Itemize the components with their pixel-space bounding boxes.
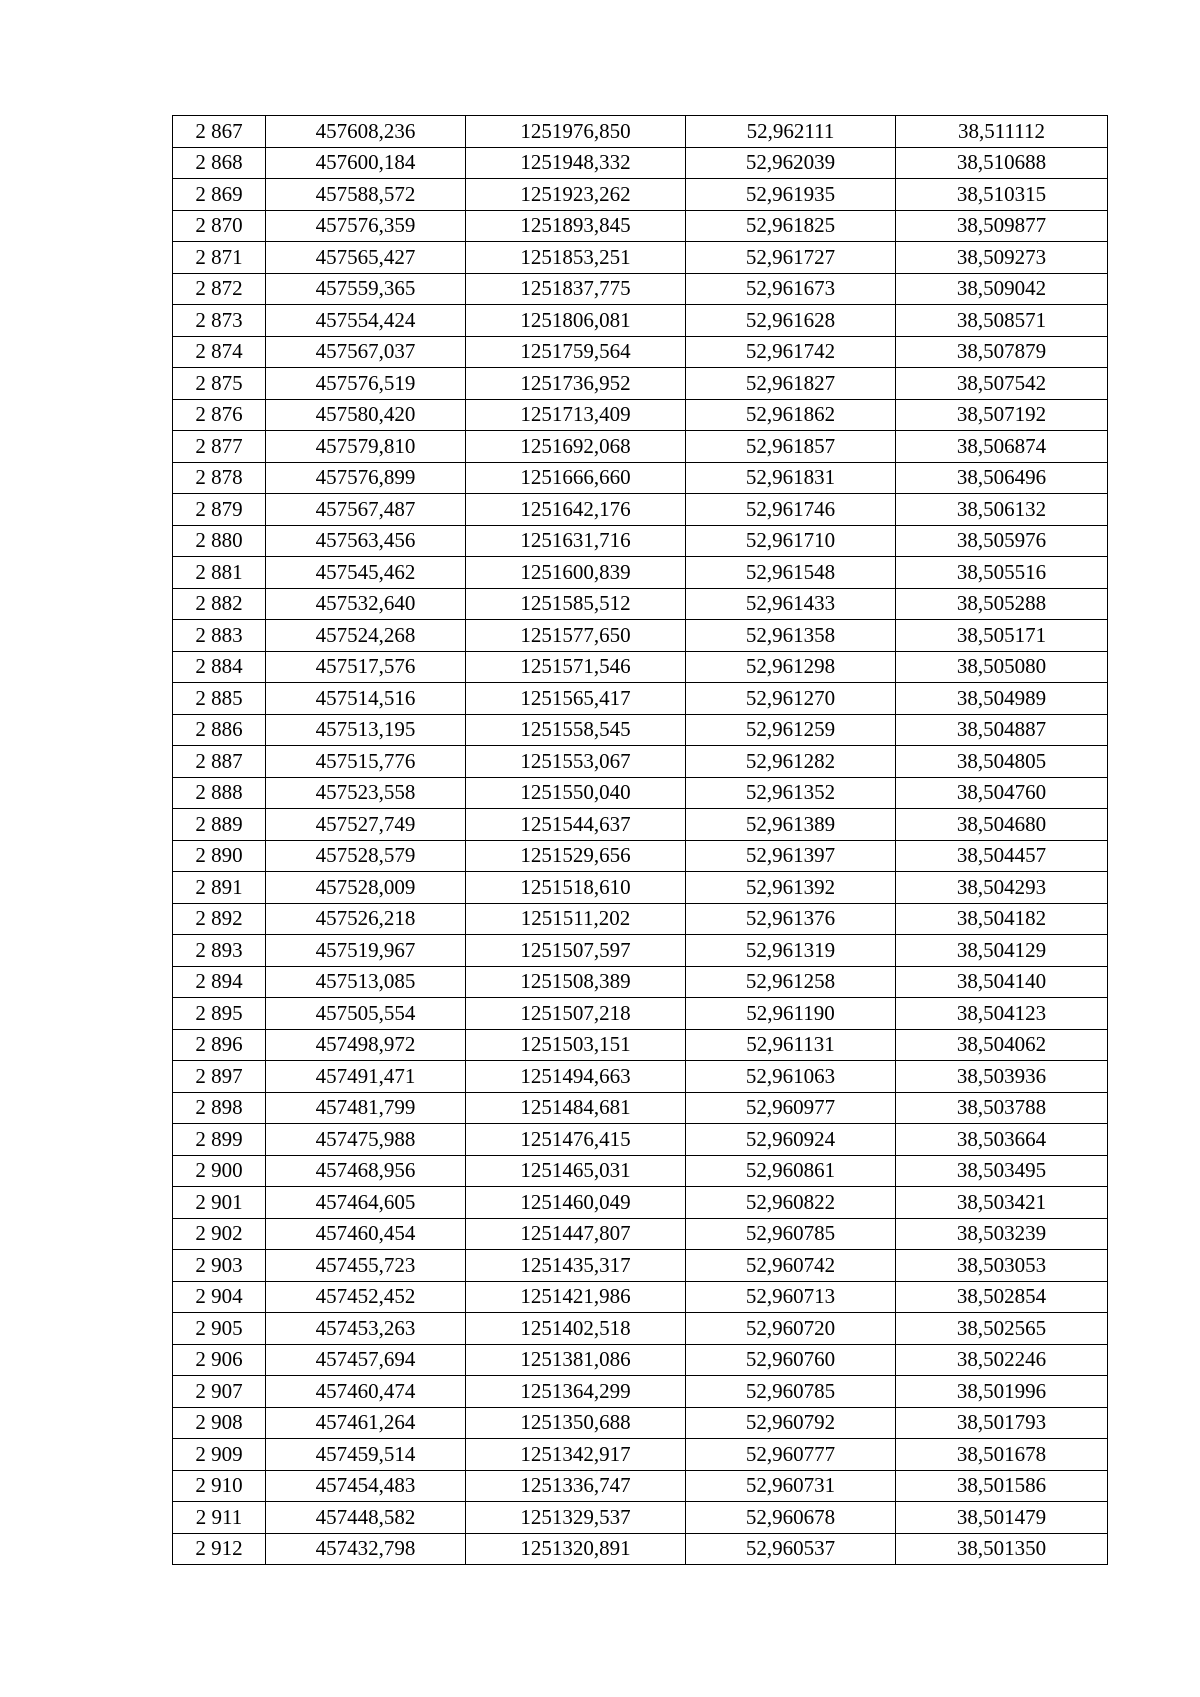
- latitude-cell: 52,961298: [686, 651, 896, 683]
- y-coordinate-cell: 1251476,415: [466, 1124, 686, 1156]
- x-coordinate-cell: 457580,420: [266, 399, 466, 431]
- y-coordinate-cell: 1251713,409: [466, 399, 686, 431]
- point-number-cell: 2 867: [173, 116, 266, 148]
- longitude-cell: 38,505516: [896, 557, 1108, 589]
- table-row: [173, 588, 1108, 620]
- latitude-cell: 52,961827: [686, 368, 896, 400]
- y-coordinate-cell: 1251692,068: [466, 431, 686, 463]
- table-row: [173, 1218, 1108, 1250]
- x-coordinate-cell: 457608,236: [266, 116, 466, 148]
- table-row: [173, 242, 1108, 274]
- x-coordinate-cell: 457526,218: [266, 903, 466, 935]
- longitude-cell: 38,502854: [896, 1281, 1108, 1313]
- table-row: [173, 620, 1108, 652]
- x-coordinate-cell: 457588,572: [266, 179, 466, 211]
- point-number-cell: 2 897: [173, 1061, 266, 1093]
- longitude-cell: 38,509273: [896, 242, 1108, 274]
- table-row: [173, 525, 1108, 557]
- latitude-cell: 52,960785: [686, 1376, 896, 1408]
- x-coordinate-cell: 457460,474: [266, 1376, 466, 1408]
- table-row: [173, 1281, 1108, 1313]
- latitude-cell: 52,961258: [686, 966, 896, 998]
- x-coordinate-cell: 457528,579: [266, 840, 466, 872]
- y-coordinate-cell: 1251447,807: [466, 1218, 686, 1250]
- y-coordinate-cell: 1251507,218: [466, 998, 686, 1030]
- longitude-cell: 38,503421: [896, 1187, 1108, 1219]
- longitude-cell: 38,510315: [896, 179, 1108, 211]
- longitude-cell: 38,504760: [896, 777, 1108, 809]
- y-coordinate-cell: 1251631,716: [466, 525, 686, 557]
- point-number-cell: 2 896: [173, 1029, 266, 1061]
- latitude-cell: 52,960861: [686, 1155, 896, 1187]
- point-number-cell: 2 884: [173, 651, 266, 683]
- longitude-cell: 38,501678: [896, 1439, 1108, 1471]
- y-coordinate-cell: 1251806,081: [466, 305, 686, 337]
- y-coordinate-cell: 1251342,917: [466, 1439, 686, 1471]
- y-coordinate-cell: 1251893,845: [466, 210, 686, 242]
- point-number-cell: 2 908: [173, 1407, 266, 1439]
- x-coordinate-cell: 457453,263: [266, 1313, 466, 1345]
- y-coordinate-cell: 1251364,299: [466, 1376, 686, 1408]
- point-number-cell: 2 899: [173, 1124, 266, 1156]
- longitude-cell: 38,507542: [896, 368, 1108, 400]
- table-row: [173, 1470, 1108, 1502]
- point-number-cell: 2 910: [173, 1470, 266, 1502]
- table-row: [173, 1313, 1108, 1345]
- y-coordinate-cell: 1251585,512: [466, 588, 686, 620]
- y-coordinate-cell: 1251336,747: [466, 1470, 686, 1502]
- point-number-cell: 2 894: [173, 966, 266, 998]
- table-row: [173, 368, 1108, 400]
- latitude-cell: 52,960742: [686, 1250, 896, 1282]
- longitude-cell: 38,504182: [896, 903, 1108, 935]
- latitude-cell: 52,961376: [686, 903, 896, 935]
- latitude-cell: 52,960777: [686, 1439, 896, 1471]
- point-number-cell: 2 889: [173, 809, 266, 841]
- coordinates-table: [172, 115, 1108, 1565]
- x-coordinate-cell: 457452,452: [266, 1281, 466, 1313]
- point-number-cell: 2 906: [173, 1344, 266, 1376]
- longitude-cell: 38,505288: [896, 588, 1108, 620]
- y-coordinate-cell: 1251503,151: [466, 1029, 686, 1061]
- point-number-cell: 2 874: [173, 336, 266, 368]
- x-coordinate-cell: 457524,268: [266, 620, 466, 652]
- latitude-cell: 52,961710: [686, 525, 896, 557]
- longitude-cell: 38,504680: [896, 809, 1108, 841]
- latitude-cell: 52,961270: [686, 683, 896, 715]
- longitude-cell: 38,501479: [896, 1502, 1108, 1534]
- latitude-cell: 52,961548: [686, 557, 896, 589]
- y-coordinate-cell: 1251435,317: [466, 1250, 686, 1282]
- latitude-cell: 52,960537: [686, 1533, 896, 1565]
- x-coordinate-cell: 457579,810: [266, 431, 466, 463]
- latitude-cell: 52,961862: [686, 399, 896, 431]
- x-coordinate-cell: 457565,427: [266, 242, 466, 274]
- y-coordinate-cell: 1251565,417: [466, 683, 686, 715]
- x-coordinate-cell: 457527,749: [266, 809, 466, 841]
- x-coordinate-cell: 457576,359: [266, 210, 466, 242]
- longitude-cell: 38,503664: [896, 1124, 1108, 1156]
- table-row: [173, 557, 1108, 589]
- latitude-cell: 52,961831: [686, 462, 896, 494]
- point-number-cell: 2 901: [173, 1187, 266, 1219]
- y-coordinate-cell: 1251948,332: [466, 147, 686, 179]
- x-coordinate-cell: 457481,799: [266, 1092, 466, 1124]
- table-row: [173, 399, 1108, 431]
- longitude-cell: 38,507192: [896, 399, 1108, 431]
- point-number-cell: 2 877: [173, 431, 266, 463]
- point-number-cell: 2 904: [173, 1281, 266, 1313]
- latitude-cell: 52,961358: [686, 620, 896, 652]
- latitude-cell: 52,960822: [686, 1187, 896, 1219]
- table-row: [173, 966, 1108, 998]
- longitude-cell: 38,504293: [896, 872, 1108, 904]
- longitude-cell: 38,503495: [896, 1155, 1108, 1187]
- latitude-cell: 52,961397: [686, 840, 896, 872]
- x-coordinate-cell: 457514,516: [266, 683, 466, 715]
- y-coordinate-cell: 1251484,681: [466, 1092, 686, 1124]
- table-row: [173, 1250, 1108, 1282]
- y-coordinate-cell: 1251320,891: [466, 1533, 686, 1565]
- x-coordinate-cell: 457468,956: [266, 1155, 466, 1187]
- latitude-cell: 52,960731: [686, 1470, 896, 1502]
- latitude-cell: 52,961433: [686, 588, 896, 620]
- y-coordinate-cell: 1251421,986: [466, 1281, 686, 1313]
- latitude-cell: 52,961742: [686, 336, 896, 368]
- table-row: [173, 1061, 1108, 1093]
- table-row: [173, 336, 1108, 368]
- x-coordinate-cell: 457567,487: [266, 494, 466, 526]
- y-coordinate-cell: 1251508,389: [466, 966, 686, 998]
- x-coordinate-cell: 457457,694: [266, 1344, 466, 1376]
- point-number-cell: 2 907: [173, 1376, 266, 1408]
- latitude-cell: 52,961825: [686, 210, 896, 242]
- table-row: [173, 147, 1108, 179]
- longitude-cell: 38,506874: [896, 431, 1108, 463]
- x-coordinate-cell: 457505,554: [266, 998, 466, 1030]
- x-coordinate-cell: 457576,519: [266, 368, 466, 400]
- table-row: [173, 462, 1108, 494]
- x-coordinate-cell: 457455,723: [266, 1250, 466, 1282]
- longitude-cell: 38,501586: [896, 1470, 1108, 1502]
- y-coordinate-cell: 1251529,656: [466, 840, 686, 872]
- point-number-cell: 2 892: [173, 903, 266, 935]
- point-number-cell: 2 879: [173, 494, 266, 526]
- longitude-cell: 38,509042: [896, 273, 1108, 305]
- latitude-cell: 52,961259: [686, 714, 896, 746]
- table-row: [173, 179, 1108, 211]
- longitude-cell: 38,504457: [896, 840, 1108, 872]
- point-number-cell: 2 900: [173, 1155, 266, 1187]
- point-number-cell: 2 911: [173, 1502, 266, 1534]
- x-coordinate-cell: 457523,558: [266, 777, 466, 809]
- x-coordinate-cell: 457475,988: [266, 1124, 466, 1156]
- longitude-cell: 38,504989: [896, 683, 1108, 715]
- x-coordinate-cell: 457519,967: [266, 935, 466, 967]
- x-coordinate-cell: 457513,195: [266, 714, 466, 746]
- x-coordinate-cell: 457498,972: [266, 1029, 466, 1061]
- point-number-cell: 2 876: [173, 399, 266, 431]
- latitude-cell: 52,961392: [686, 872, 896, 904]
- point-number-cell: 2 872: [173, 273, 266, 305]
- longitude-cell: 38,503053: [896, 1250, 1108, 1282]
- y-coordinate-cell: 1251666,660: [466, 462, 686, 494]
- table-row: [173, 210, 1108, 242]
- x-coordinate-cell: 457545,462: [266, 557, 466, 589]
- longitude-cell: 38,502565: [896, 1313, 1108, 1345]
- x-coordinate-cell: 457448,582: [266, 1502, 466, 1534]
- point-number-cell: 2 898: [173, 1092, 266, 1124]
- table-row: [173, 1502, 1108, 1534]
- longitude-cell: 38,505976: [896, 525, 1108, 557]
- longitude-cell: 38,505080: [896, 651, 1108, 683]
- y-coordinate-cell: 1251853,251: [466, 242, 686, 274]
- y-coordinate-cell: 1251553,067: [466, 746, 686, 778]
- latitude-cell: 52,960760: [686, 1344, 896, 1376]
- point-number-cell: 2 875: [173, 368, 266, 400]
- y-coordinate-cell: 1251759,564: [466, 336, 686, 368]
- y-coordinate-cell: 1251494,663: [466, 1061, 686, 1093]
- point-number-cell: 2 895: [173, 998, 266, 1030]
- x-coordinate-cell: 457600,184: [266, 147, 466, 179]
- x-coordinate-cell: 457567,037: [266, 336, 466, 368]
- table-row: [173, 116, 1108, 148]
- y-coordinate-cell: 1251923,262: [466, 179, 686, 211]
- x-coordinate-cell: 457517,576: [266, 651, 466, 683]
- longitude-cell: 38,503788: [896, 1092, 1108, 1124]
- table-row: [173, 1187, 1108, 1219]
- longitude-cell: 38,504123: [896, 998, 1108, 1030]
- y-coordinate-cell: 1251465,031: [466, 1155, 686, 1187]
- longitude-cell: 38,510688: [896, 147, 1108, 179]
- latitude-cell: 52,961857: [686, 431, 896, 463]
- y-coordinate-cell: 1251518,610: [466, 872, 686, 904]
- y-coordinate-cell: 1251837,775: [466, 273, 686, 305]
- latitude-cell: 52,961131: [686, 1029, 896, 1061]
- latitude-cell: 52,961389: [686, 809, 896, 841]
- point-number-cell: 2 882: [173, 588, 266, 620]
- x-coordinate-cell: 457515,776: [266, 746, 466, 778]
- longitude-cell: 38,504805: [896, 746, 1108, 778]
- point-number-cell: 2 868: [173, 147, 266, 179]
- latitude-cell: 52,961282: [686, 746, 896, 778]
- latitude-cell: 52,960713: [686, 1281, 896, 1313]
- point-number-cell: 2 902: [173, 1218, 266, 1250]
- longitude-cell: 38,506496: [896, 462, 1108, 494]
- point-number-cell: 2 890: [173, 840, 266, 872]
- longitude-cell: 38,509877: [896, 210, 1108, 242]
- point-number-cell: 2 881: [173, 557, 266, 589]
- x-coordinate-cell: 457563,456: [266, 525, 466, 557]
- x-coordinate-cell: 457461,264: [266, 1407, 466, 1439]
- table-row: [173, 1092, 1108, 1124]
- y-coordinate-cell: 1251544,637: [466, 809, 686, 841]
- point-number-cell: 2 886: [173, 714, 266, 746]
- latitude-cell: 52,962039: [686, 147, 896, 179]
- point-number-cell: 2 888: [173, 777, 266, 809]
- latitude-cell: 52,961628: [686, 305, 896, 337]
- longitude-cell: 38,504062: [896, 1029, 1108, 1061]
- x-coordinate-cell: 457464,605: [266, 1187, 466, 1219]
- table-row: [173, 431, 1108, 463]
- y-coordinate-cell: 1251511,202: [466, 903, 686, 935]
- y-coordinate-cell: 1251736,952: [466, 368, 686, 400]
- table-row: [173, 305, 1108, 337]
- latitude-cell: 52,962111: [686, 116, 896, 148]
- table-row: [173, 1029, 1108, 1061]
- x-coordinate-cell: 457576,899: [266, 462, 466, 494]
- point-number-cell: 2 903: [173, 1250, 266, 1282]
- y-coordinate-cell: 1251558,545: [466, 714, 686, 746]
- table-body: [173, 116, 1108, 1565]
- table-row: [173, 651, 1108, 683]
- point-number-cell: 2 883: [173, 620, 266, 652]
- table-row: [173, 872, 1108, 904]
- x-coordinate-cell: 457532,640: [266, 588, 466, 620]
- table-row: [173, 1344, 1108, 1376]
- x-coordinate-cell: 457491,471: [266, 1061, 466, 1093]
- longitude-cell: 38,501793: [896, 1407, 1108, 1439]
- longitude-cell: 38,504129: [896, 935, 1108, 967]
- point-number-cell: 2 869: [173, 179, 266, 211]
- longitude-cell: 38,503239: [896, 1218, 1108, 1250]
- y-coordinate-cell: 1251350,688: [466, 1407, 686, 1439]
- table-row: [173, 273, 1108, 305]
- y-coordinate-cell: 1251507,597: [466, 935, 686, 967]
- x-coordinate-cell: 457454,483: [266, 1470, 466, 1502]
- latitude-cell: 52,961673: [686, 273, 896, 305]
- longitude-cell: 38,507879: [896, 336, 1108, 368]
- point-number-cell: 2 873: [173, 305, 266, 337]
- point-number-cell: 2 880: [173, 525, 266, 557]
- table-row: [173, 1376, 1108, 1408]
- x-coordinate-cell: 457513,085: [266, 966, 466, 998]
- point-number-cell: 2 870: [173, 210, 266, 242]
- point-number-cell: 2 905: [173, 1313, 266, 1345]
- table-row: [173, 777, 1108, 809]
- y-coordinate-cell: 1251402,518: [466, 1313, 686, 1345]
- point-number-cell: 2 891: [173, 872, 266, 904]
- table-row: [173, 746, 1108, 778]
- x-coordinate-cell: 457554,424: [266, 305, 466, 337]
- table-row: [173, 714, 1108, 746]
- latitude-cell: 52,960924: [686, 1124, 896, 1156]
- table-row: [173, 1439, 1108, 1471]
- latitude-cell: 52,961190: [686, 998, 896, 1030]
- y-coordinate-cell: 1251329,537: [466, 1502, 686, 1534]
- table-row: [173, 1155, 1108, 1187]
- x-coordinate-cell: 457432,798: [266, 1533, 466, 1565]
- x-coordinate-cell: 457559,365: [266, 273, 466, 305]
- y-coordinate-cell: 1251577,650: [466, 620, 686, 652]
- latitude-cell: 52,961319: [686, 935, 896, 967]
- longitude-cell: 38,503936: [896, 1061, 1108, 1093]
- latitude-cell: 52,961935: [686, 179, 896, 211]
- y-coordinate-cell: 1251550,040: [466, 777, 686, 809]
- table-row: [173, 1407, 1108, 1439]
- latitude-cell: 52,961727: [686, 242, 896, 274]
- longitude-cell: 38,508571: [896, 305, 1108, 337]
- point-number-cell: 2 871: [173, 242, 266, 274]
- table-row: [173, 840, 1108, 872]
- point-number-cell: 2 885: [173, 683, 266, 715]
- longitude-cell: 38,501350: [896, 1533, 1108, 1565]
- table-row: [173, 1533, 1108, 1565]
- latitude-cell: 52,960977: [686, 1092, 896, 1124]
- longitude-cell: 38,501996: [896, 1376, 1108, 1408]
- latitude-cell: 52,961352: [686, 777, 896, 809]
- longitude-cell: 38,502246: [896, 1344, 1108, 1376]
- table-row: [173, 494, 1108, 526]
- point-number-cell: 2 887: [173, 746, 266, 778]
- latitude-cell: 52,960720: [686, 1313, 896, 1345]
- x-coordinate-cell: 457459,514: [266, 1439, 466, 1471]
- longitude-cell: 38,504140: [896, 966, 1108, 998]
- latitude-cell: 52,960785: [686, 1218, 896, 1250]
- y-coordinate-cell: 1251571,546: [466, 651, 686, 683]
- y-coordinate-cell: 1251642,176: [466, 494, 686, 526]
- table-row: [173, 998, 1108, 1030]
- point-number-cell: 2 909: [173, 1439, 266, 1471]
- x-coordinate-cell: 457528,009: [266, 872, 466, 904]
- longitude-cell: 38,504887: [896, 714, 1108, 746]
- y-coordinate-cell: 1251381,086: [466, 1344, 686, 1376]
- x-coordinate-cell: 457460,454: [266, 1218, 466, 1250]
- latitude-cell: 52,961746: [686, 494, 896, 526]
- y-coordinate-cell: 1251460,049: [466, 1187, 686, 1219]
- latitude-cell: 52,961063: [686, 1061, 896, 1093]
- latitude-cell: 52,960792: [686, 1407, 896, 1439]
- y-coordinate-cell: 1251976,850: [466, 116, 686, 148]
- longitude-cell: 38,505171: [896, 620, 1108, 652]
- point-number-cell: 2 893: [173, 935, 266, 967]
- table-row: [173, 683, 1108, 715]
- table-row: [173, 935, 1108, 967]
- table-row: [173, 1124, 1108, 1156]
- longitude-cell: 38,511112: [896, 116, 1108, 148]
- point-number-cell: 2 878: [173, 462, 266, 494]
- point-number-cell: 2 912: [173, 1533, 266, 1565]
- table-row: [173, 903, 1108, 935]
- longitude-cell: 38,506132: [896, 494, 1108, 526]
- latitude-cell: 52,960678: [686, 1502, 896, 1534]
- table-row: [173, 809, 1108, 841]
- y-coordinate-cell: 1251600,839: [466, 557, 686, 589]
